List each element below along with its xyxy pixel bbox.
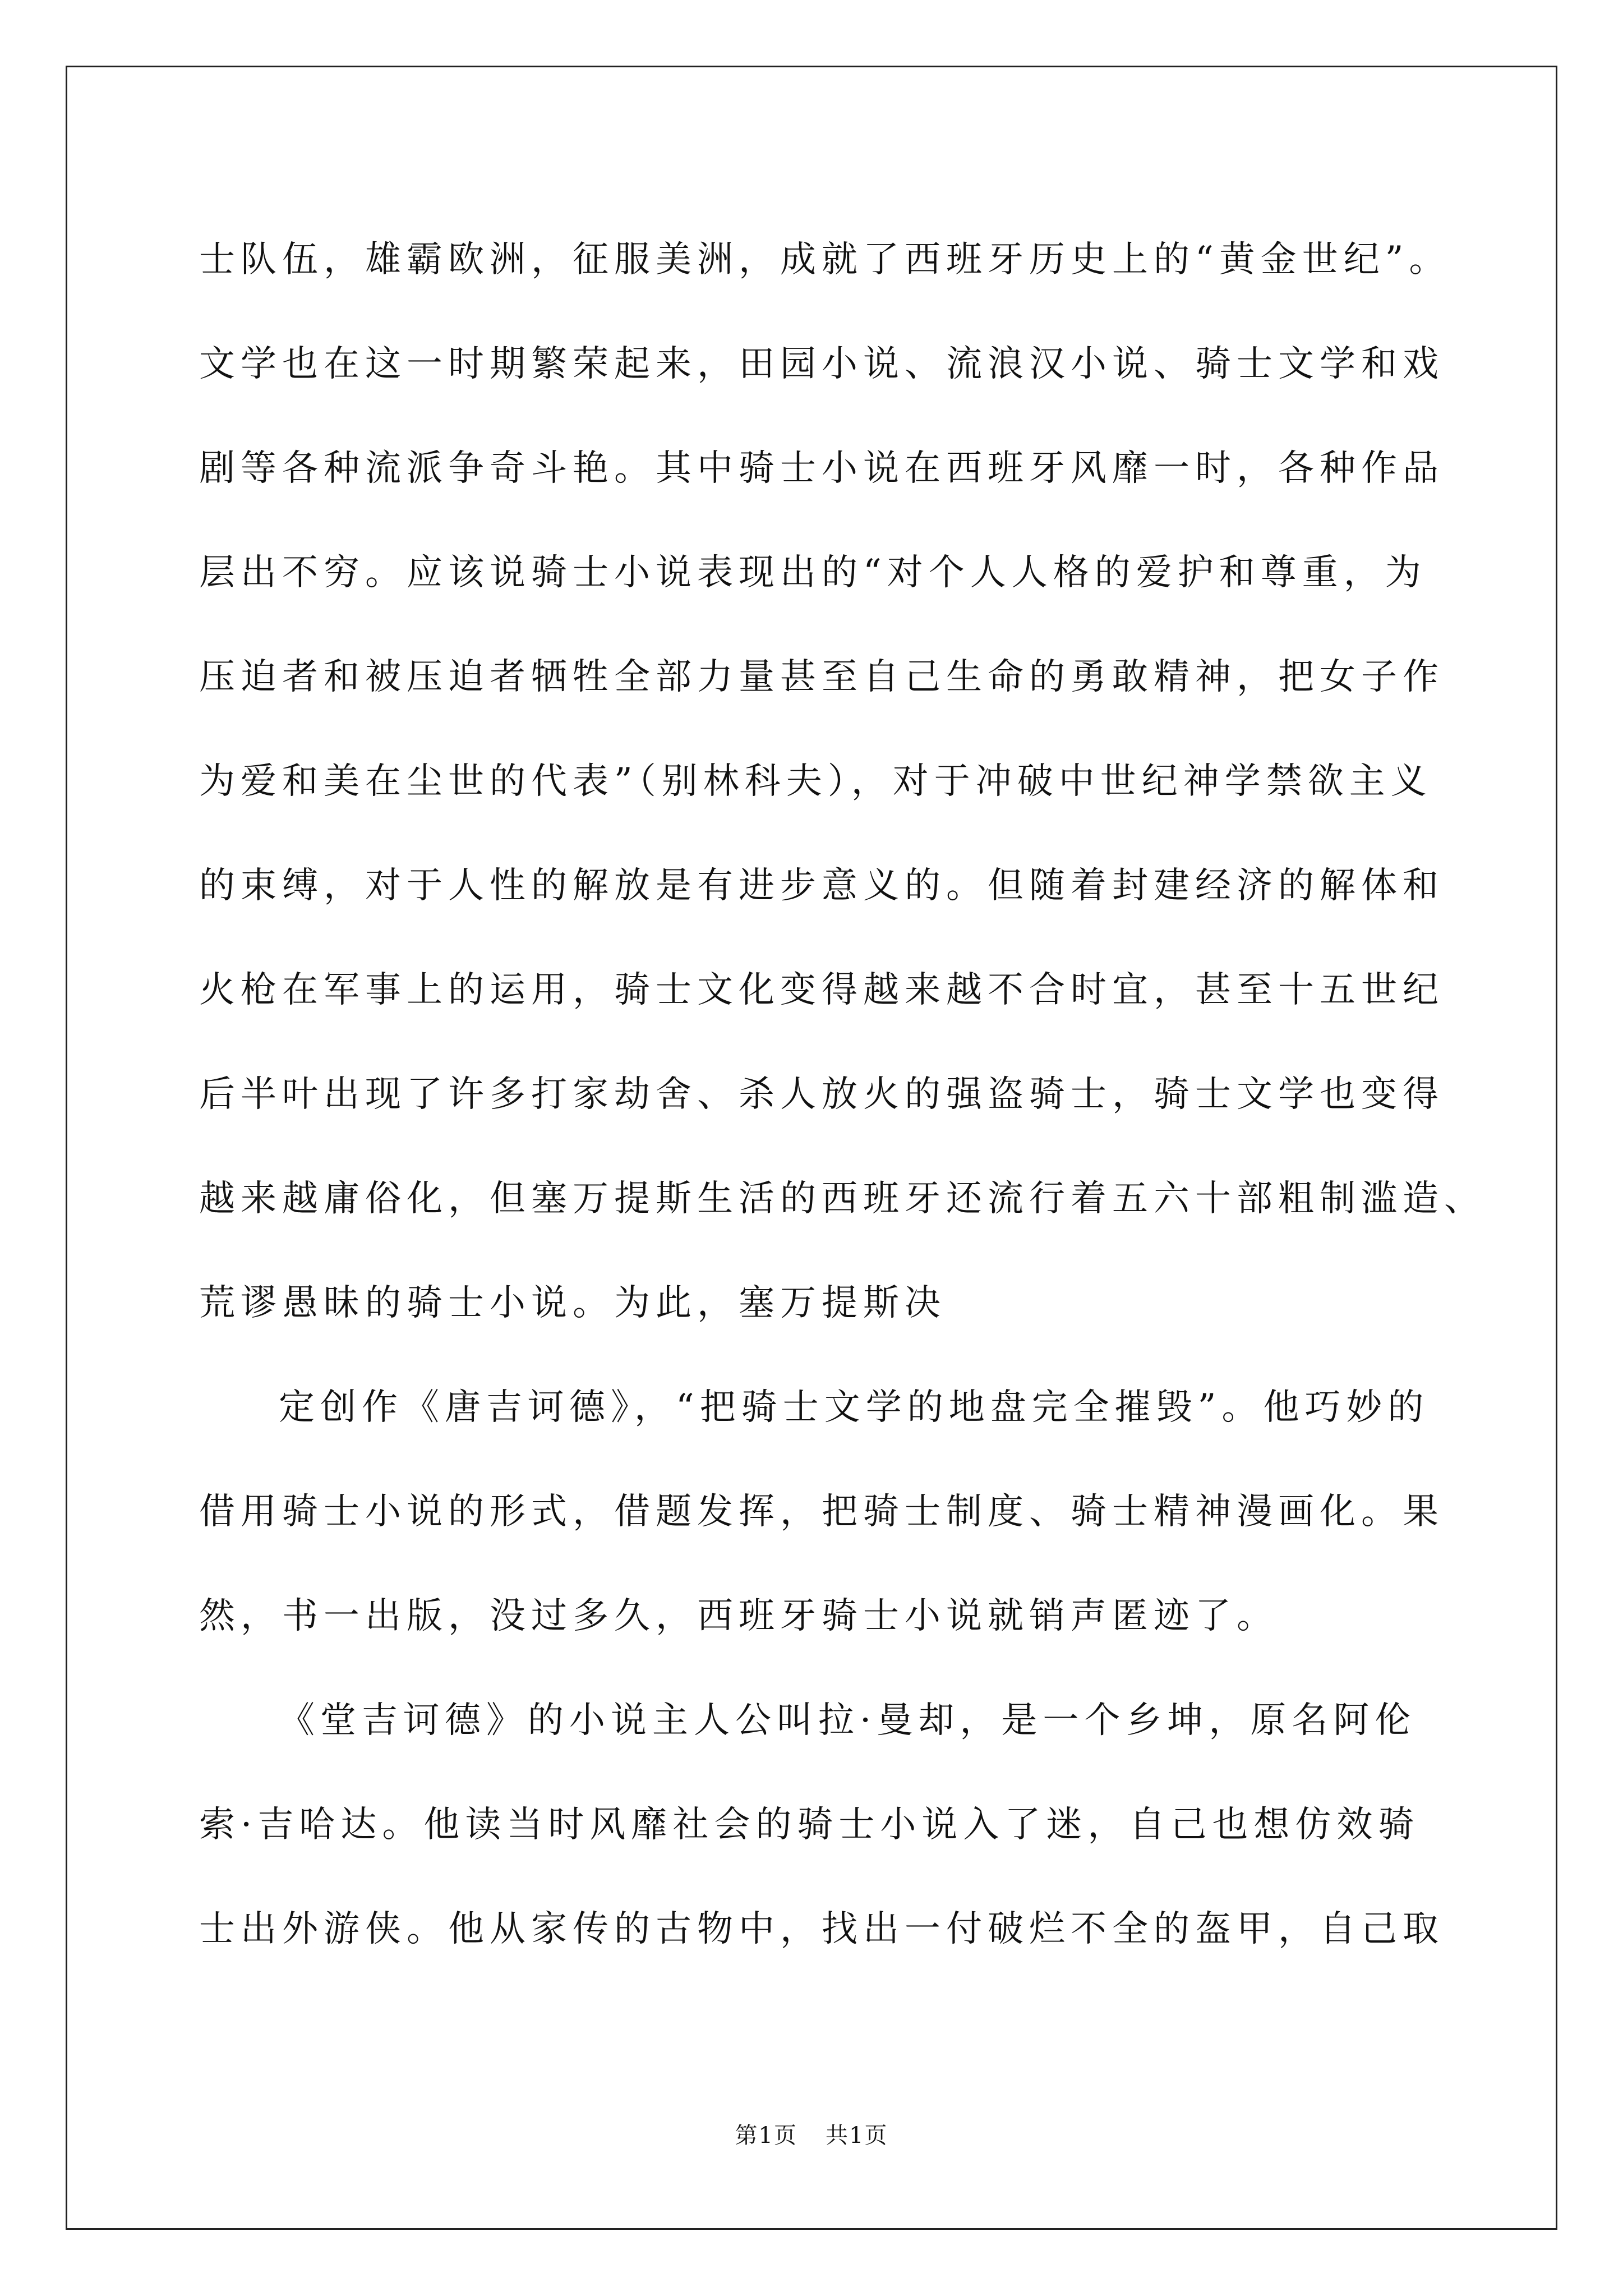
page-number: 第1页 — [735, 2123, 797, 2148]
text-line-14: 然，书一出版，没过多久，西班牙骑士小说就销声匿迹了。 — [199, 1595, 1278, 1637]
text-line-8: 火枪在军事上的运用，骑士文化变得越来越不合时宜，甚至十五世纪 — [199, 969, 1444, 1011]
text-line-9: 后半叶出现了许多打家劫舍、杀人放火的强盗骑士，骑士文学也变得 — [199, 1074, 1444, 1115]
text-line-15: 《堂吉诃德》的小说主人公叫拉·曼却，是一个乡坤，原名阿伦 — [279, 1700, 1417, 1741]
text-line-3: 剧等各种流派争奇斗艳。其中骑士小说在西班牙风靡一时，各种作品 — [199, 448, 1444, 489]
text-line-2: 文学也在这一时期繁荣起来，田园小说、流浪汉小说、骑士文学和戏 — [199, 343, 1444, 385]
text-line-17: 士出外游侠。他从家传的古物中，找出一付破烂不全的盔甲，自己取 — [199, 1908, 1444, 1950]
body-text — [199, 208, 1489, 1981]
text-line-6: 为爱和美在尘世的代表”（别林科夫），对于冲破中世纪神学禁欲主义 — [199, 761, 1432, 802]
text-line-12: 定创作《唐吉诃德》，“把骑士文学的地盘完全摧毁”。他巧妙的 — [279, 1387, 1430, 1428]
text-line-10: 越来越庸俗化，但塞万提斯生活的西班牙还流行着五六十部粗制滥造、 — [199, 1178, 1486, 1220]
text-line-16: 索·吉哈达。他读当时风靡社会的骑士小说入了迷，自己也想仿效骑 — [199, 1804, 1420, 1846]
page-total: 共1页 — [826, 2123, 888, 2148]
text-line-4: 层出不穷。应该说骑士小说表现出的“对个人人格的爱护和尊重，为 — [199, 552, 1427, 593]
text-line-11: 荒谬愚昧的骑士小说。为此，塞万提斯决 — [199, 1282, 946, 1324]
page-footer — [0, 2122, 1623, 2150]
text-line-1: 士队伍，雄霸欧洲，征服美洲，成就了西班牙历史上的“黄金世纪”。 — [199, 239, 1451, 280]
text-line-5: 压迫者和被压迫者牺牲全部力量甚至自己生命的勇敢精神，把女子作 — [199, 656, 1444, 698]
text-line-13: 借用骑士小说的形式，借题发挥，把骑士制度、骑士精神漫画化。果 — [199, 1491, 1444, 1533]
text-line-7: 的束缚，对于人性的解放是有进步意义的。但随着封建经济的解体和 — [199, 865, 1444, 907]
